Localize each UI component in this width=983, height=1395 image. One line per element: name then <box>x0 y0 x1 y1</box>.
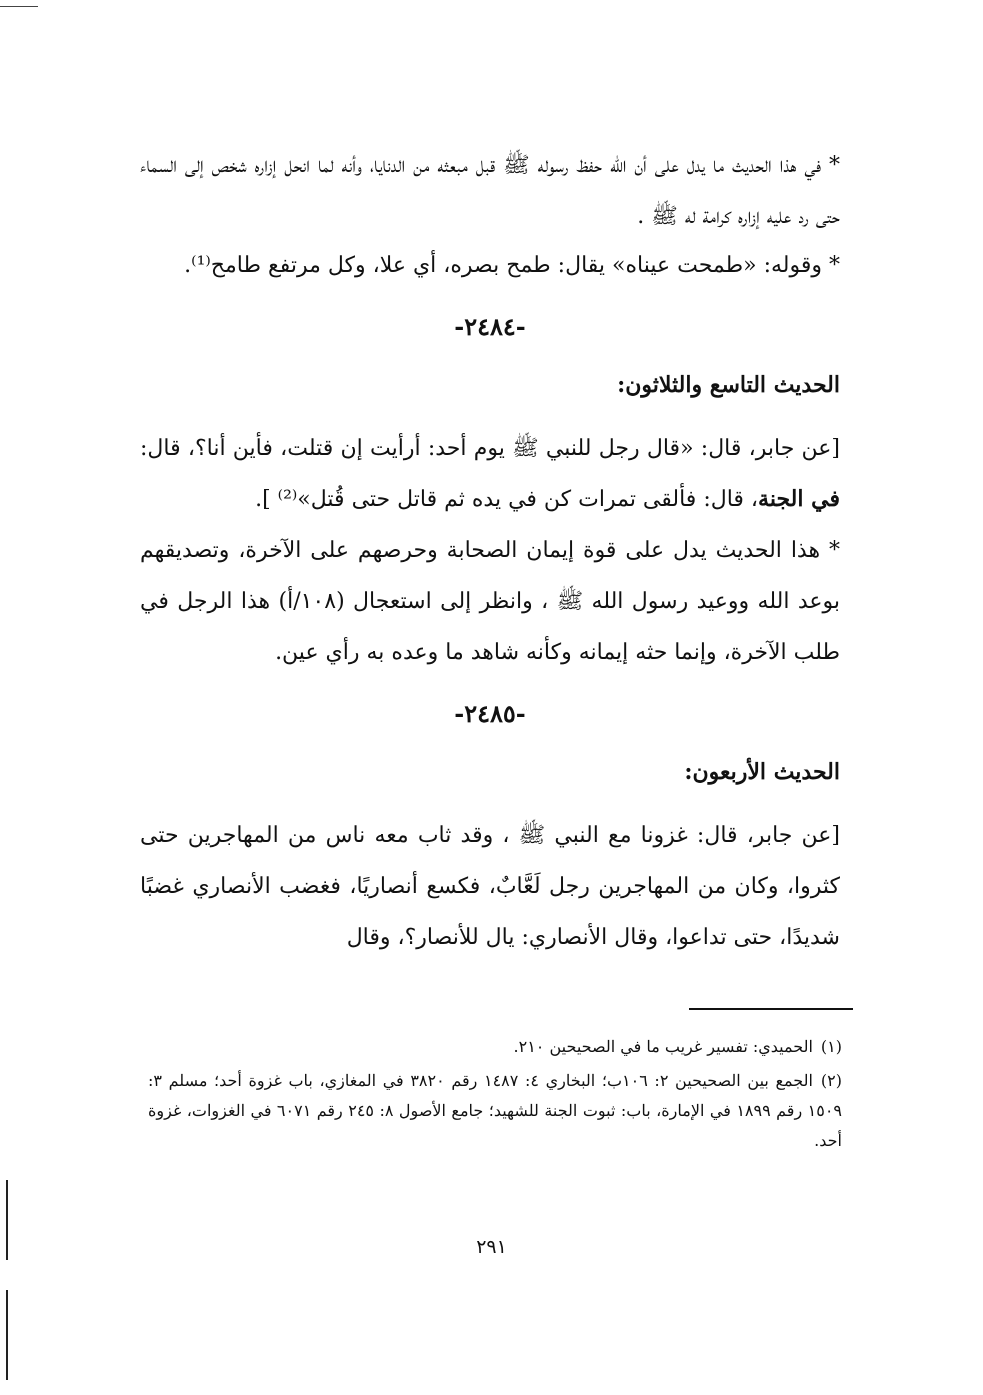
footnote-2-number: (٢) <box>820 1071 842 1090</box>
scan-corner-mark <box>0 6 38 7</box>
paragraph-hadith-40: [عن جابر، قال: غزونا مع النبي ﷺ ، وقد ثاب معه ناس من المهاجرين حتى كثروا، وكان من المهاجرين رجل لَعَّابٌ، فكسع أنصاريًا، فغضب الأنصاري غضبًا شديدًا، حتى تداعوا، وقال الأنصاري: يال للأنصار؟، وقال <box>140 823 840 950</box>
footnote-2 <box>148 1066 842 1156</box>
footnote-2-text: الجمع بين الصحيحين ٢: ١٠٦ب؛ البخاري ٤: ١٤٨٧ رقم ٣٨٢٠ في المغازي، باب غزوة أحد؛ مسلم ٣: ١٥٠٩ رقم ١٨٩٩ في الإمارة، باب: ثبوت الجنة للشهيد؛ جامع الأصول ٨: ٢٤٥ رقم ٦٠٧١ في الغزوات، غزوة أحد. <box>148 1071 842 1150</box>
footnotes <box>148 1032 842 1160</box>
paragraph-hadith-39 <box>140 423 840 525</box>
hadith-text-bold: في الجنة <box>758 486 840 512</box>
scan-edge-line <box>6 1290 8 1380</box>
hadith-text-part-2: ، قال: فألقى تمرات كن في يده ثم قاتل حتى قُتل»⁽²⁾ ]. <box>255 487 759 512</box>
section-heading-40: الحديث الأربعون: <box>684 759 840 785</box>
section-heading-39: الحديث التاسع والثلاثون: <box>617 372 840 398</box>
footnote-1-text: الحميدي: تفسير غريب ما في الصحيحين ٢١٠. <box>513 1037 813 1056</box>
hadith-number-2484: -٢٤٨٤- <box>454 312 526 341</box>
paragraph-commentary-3: * هذا الحديث يدل على قوة إيمان الصحابة وحرصهم على الآخرة، وتصديقهم بوعد الله ووعيد رسول الله ﷺ ، وانظر إلى استعجال (١٠٨/أ) هذا الرجل في طلب الآخرة، وإنما حثه إيمانه وكأنه شاهد ما وعده به رأي عين. <box>140 538 840 665</box>
footnote-separator <box>689 1008 853 1010</box>
paragraph-commentary-2: * وقوله: «طمحت عيناه» يقال: طمح بصره، أي علا، وكل مرتفع طامح⁽¹⁾. <box>184 253 840 278</box>
hadith-text-part-1: [عن جابر، قال: «قال رجل للنبي ﷺ يوم أحد: أرأيت إن قتلت، فأين أنا؟، قال: <box>140 436 840 461</box>
footnote-1 <box>148 1032 842 1062</box>
hadith-number-2485: -٢٤٨٥- <box>454 699 526 728</box>
paragraph-commentary-1: * في هذا الحديث ما يدل على أن الله حفظ رسوله ﷺ قبل مبعثه من الدنايا، وأنه لما انحل إزاره شخص إلى السماء حتى رد عليه إزاره كرامة له ﷺ . <box>140 153 840 229</box>
page-body <box>140 140 840 963</box>
footnote-1-number: (١) <box>820 1037 842 1056</box>
page-number: ٢٩١ <box>476 1236 507 1258</box>
